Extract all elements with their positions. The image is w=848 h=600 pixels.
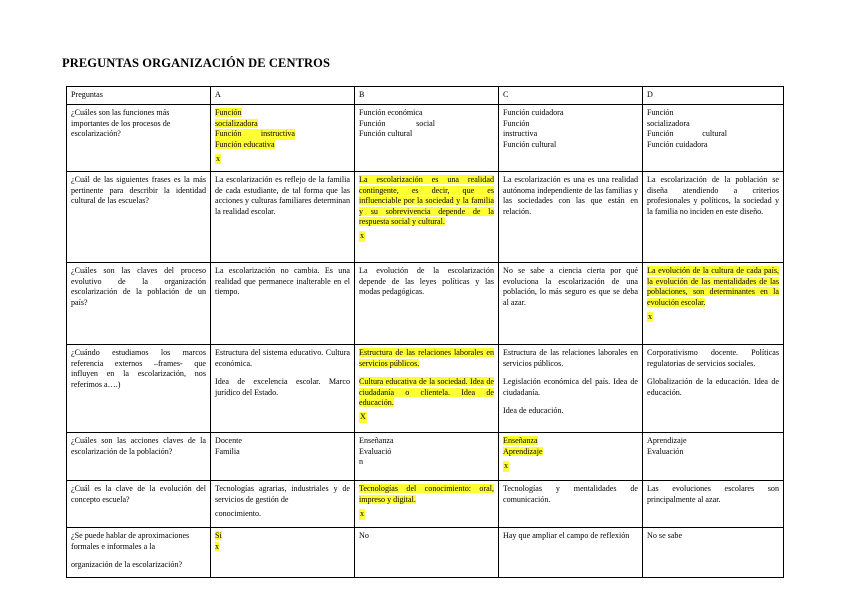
answer-a-cell: La escolarización no cambia. Es una realidad que permanece inalterable en el tiempo. bbox=[211, 263, 355, 345]
answer-d-cell: La evolución de la cultura de cada país, la evolución de las mentalidades de las poblaciones, son determinantes en la evolución escolar. x bbox=[643, 263, 784, 345]
answer-b-cell: Estructura de las relaciones laborales en servicios públicos. Cultura educativa de la sociedad. Idea de ciudadanía o clientela. Idea de educación. X bbox=[355, 345, 499, 433]
question-cell: ¿Cuándo estudiamos los marcos referencia externos –frames- que influyen en la escolarización, nos referimos a….) bbox=[67, 345, 211, 433]
table-header-row bbox=[67, 87, 784, 105]
answer-a-cell: Docente Familia bbox=[211, 433, 355, 481]
answer-c-cell: No se sabe a ciencia cierta por qué evoluciona la escolarización de una población, lo más seguro es que se deba al azar. bbox=[499, 263, 643, 345]
answer-b-cell: Tecnologías del conocimiento: oral, impreso y digital. x bbox=[355, 481, 499, 528]
answer-a-cell: Función socializadora Función instructiva Función educativa x bbox=[211, 105, 355, 172]
answer-b-cell: La evolución de la escolarización depende de las leyes políticas y las modas pedagógicas. bbox=[355, 263, 499, 345]
table-row bbox=[67, 481, 784, 528]
answer-a-cell: La escolarización es reflejo de la familia de cada estudiante, de tal forma que las acciones y culturas familiares determinan la realidad escolar. bbox=[211, 172, 355, 263]
page-title: PREGUNTAS ORGANIZACIÓN DE CENTROS bbox=[62, 56, 331, 70]
table-row bbox=[67, 105, 784, 172]
correct-answer-mark: x bbox=[360, 231, 365, 241]
question-cell: ¿Cuáles son las claves del proceso evolutivo de la organización escolarización de la población de un país? bbox=[67, 263, 211, 345]
question-cell: ¿Cuáles son las funciones más importantes de los procesos de escolarización? bbox=[67, 105, 211, 172]
answer-d-cell: Función socializadora Función cultural Función cuidadora bbox=[643, 105, 784, 172]
table-row bbox=[67, 263, 784, 345]
correct-answer-mark: x bbox=[504, 461, 509, 471]
answer-d-cell: Corporativismo docente. Políticas regulatorias de servicios sociales. Globalización de la educación. Idea de educación. bbox=[643, 345, 784, 433]
answer-b-cell: La escolarización es una realidad contingente, es decir, que es influenciable por la sociedad y la familia y su sobrevivencia depende de la respuesta social y cultural. x bbox=[355, 172, 499, 263]
table-row bbox=[67, 172, 784, 263]
header-b: B bbox=[355, 87, 499, 105]
header-c: C bbox=[499, 87, 643, 105]
correct-answer-mark: x bbox=[216, 154, 221, 164]
answer-d-cell: Aprendizaje Evaluación bbox=[643, 433, 784, 481]
answer-b-cell: Función económica Función social Función cultural bbox=[355, 105, 499, 172]
answer-a-cell: Si x bbox=[211, 528, 355, 578]
answer-c-cell: Enseñanza Aprendizaje x bbox=[499, 433, 643, 481]
questions-table bbox=[66, 86, 784, 578]
answer-d-cell: La escolarización de la población se diseña atendiendo a criterios profesionales y políticos, la sociedad y la familia no inciden en este diseño. bbox=[643, 172, 784, 263]
question-cell: ¿Cuáles son las acciones claves de la escolarización de la población? bbox=[67, 433, 211, 481]
answer-c-cell: La escolarización es una es una realidad autónoma independiente de las familias y las sociedades con las que están en relación. bbox=[499, 172, 643, 263]
header-preguntas: Preguntas bbox=[67, 87, 211, 105]
question-cell: ¿Se puede hablar de aproximaciones formales e informales a la organización de la escolarización? bbox=[67, 528, 211, 578]
table-row bbox=[67, 433, 784, 481]
answer-c-cell: Función cuidadora Función instructiva Función cultural bbox=[499, 105, 643, 172]
table-row bbox=[67, 345, 784, 433]
answer-d-cell: No se sabe bbox=[643, 528, 784, 578]
question-cell: ¿Cuál de las siguientes frases es la más pertinente para describir la identidad cultural de las escuelas? bbox=[67, 172, 211, 263]
answer-b-cell: Enseñanza Evaluació n bbox=[355, 433, 499, 481]
correct-answer-mark: x bbox=[360, 509, 365, 519]
answer-c-cell: Hay que ampliar el campo de reflexión bbox=[499, 528, 643, 578]
answer-c-cell: Tecnologías y mentalidades de comunicación. bbox=[499, 481, 643, 528]
table-row bbox=[67, 528, 784, 578]
correct-answer-mark: x bbox=[648, 312, 653, 322]
answer-d-cell: Las evoluciones escolares son principalmente al azar. bbox=[643, 481, 784, 528]
answer-c-cell: Estructura de las relaciones laborales en servicios públicos. Legislación económica del país. Idea de ciudadanía. Idea de educación. bbox=[499, 345, 643, 433]
header-a: A bbox=[211, 87, 355, 105]
answer-a-cell: Estructura del sistema educativo. Cultura económica. Idea de excelencia escolar. Marco jurídico del Estado. bbox=[211, 345, 355, 433]
correct-answer-mark: x bbox=[215, 541, 220, 551]
answer-a-cell: Tecnologías agrarias, industriales y de servicios de gestión de conocimiento. bbox=[211, 481, 355, 528]
question-cell: ¿Cuál es la clave de la evolución del concepto escuela? bbox=[67, 481, 211, 528]
answer-b-cell: No bbox=[355, 528, 499, 578]
header-d: D bbox=[643, 87, 784, 105]
correct-answer-mark: X bbox=[360, 412, 366, 422]
